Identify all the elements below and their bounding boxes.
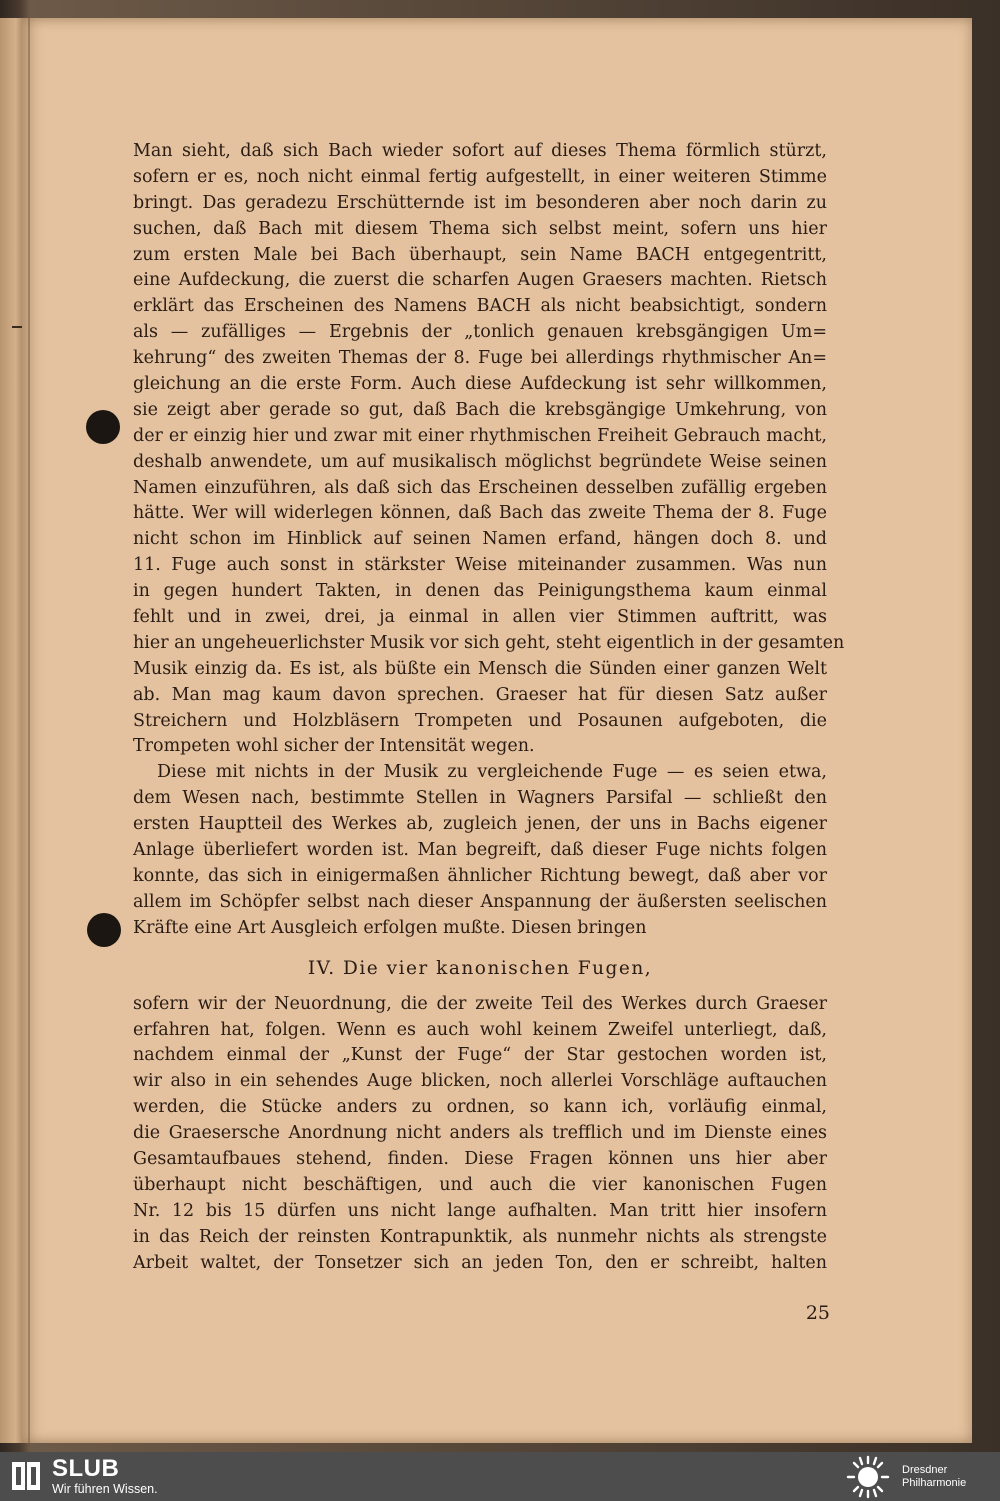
text-line: fehlt und in zwei, drei, ja einmal in allen vier Stimmen auftritt, was: [133, 607, 827, 628]
page-number: 25: [805, 1302, 830, 1324]
text-line: suchen, daß Bach mit diesem Thema sich selbst meint, sofern uns hier: [133, 218, 827, 239]
text-line: zum ersten Male bei Bach überhaupt, sein Name BACH entgegentritt,: [133, 244, 827, 265]
text-line: bringt. Das geradezu Erschütternde ist im besonderen aber noch darin zu: [133, 192, 827, 213]
page-spine-shadow: [28, 18, 30, 1443]
text-line: Trompeten wohl sicher der Intensität wegen.: [133, 736, 535, 757]
slub-title[interactable]: SLUB: [52, 1455, 120, 1482]
text-line: allem im Schöpfer selbst nach dieser Anspannung der äußersten seelischen: [133, 891, 827, 912]
text-line: dem Wesen nach, bestimmte Stellen in Wagners Parsifal — schließt den: [133, 788, 827, 809]
text-line: Musik einzig da. Es ist, als büßte ein Mensch die Sünden einer ganzen Welt: [133, 658, 827, 679]
text-line: als — zufälliges — Ergebnis der „tonlich genauen krebsgängigen Um=: [133, 322, 827, 343]
text-line: hätte. Wer will widerlegen können, daß Bach das zweite Thema der 8. Fuge: [133, 503, 827, 524]
slub-tagline: Wir führen Wissen.: [52, 1482, 158, 1496]
text-line: kehrung“ des zweiten Themas der 8. Fuge bei allerdings rhythmischer An=: [133, 348, 827, 369]
text-line: eine Aufdeckung, die zuerst die scharfen Augen Graesers machten. Rietsch: [133, 270, 827, 291]
text-line: ersten Hauptteil des Werkes ab, zugleich jenen, der uns in Bachs eigener: [133, 814, 827, 835]
text-line: nicht schon im Hinblick auf seinen Namen erfand, hängen doch 8. und: [133, 529, 827, 550]
text-line: in das Reich der reinsten Kontrapunktik, als nunmehr nichts als strengste: [133, 1226, 827, 1247]
text-line: sofern er es, noch nicht einmal fertig aufgestellt, in einer weiteren Stimme: [133, 166, 827, 187]
page-edge-mark: [12, 326, 22, 328]
slub-logo-icon[interactable]: [10, 1459, 42, 1493]
text-line: Anlage überliefert worden ist. Man begreift, daß dieser Fuge nichts folgen: [133, 840, 827, 861]
text-line: überhaupt nicht beschäftigen, und auch die vier kanonischen Fugen: [133, 1174, 827, 1195]
text-line: gleichung an die erste Form. Auch diese Aufdeckung ist sehr willkommen,: [133, 374, 827, 395]
text-line: nachdem einmal der „Kunst der Fuge“ der Star gestochen worden ist,: [133, 1045, 827, 1066]
text-line: deshalb anwendete, um auf musikalisch möglichst begründete Weise seinen: [133, 451, 827, 472]
text-line: konnte, das sich in einigermaßen ähnlicher Richtung bewegt, daß aber vor: [133, 865, 827, 886]
text-line: Arbeit waltet, der Tonsetzer sich an jeden Ton, den er schreibt, halten: [133, 1252, 827, 1273]
text-line: erfahren hat, folgen. Wenn es auch wohl keinem Zweifel unterliegt, daß,: [133, 1019, 827, 1040]
text-line: Diese mit nichts in der Musik zu vergleichende Fuge — es seien etwa,: [157, 762, 827, 783]
text-line: Nr. 12 bis 15 dürfen uns nicht lange aufhalten. Man tritt hier insofern: [133, 1200, 827, 1221]
partner-line-2: Philharmonie: [902, 1477, 967, 1489]
viewer-footer-bar: [0, 1452, 1000, 1501]
text-line: der er einzig hier und zwar mit einer rhythmischen Freiheit Gebrauch macht,: [133, 425, 827, 446]
text-line: ab. Man mag kaum davon sprechen. Graeser hat für diesen Satz außer: [133, 684, 827, 705]
text-line: sie zeigt aber gerade so gut, daß Bach die krebsgängige Umkehrung, von: [133, 399, 827, 420]
text-line: Man sieht, daß sich Bach wieder sofort auf dieses Thema förmlich stürzt,: [133, 141, 827, 161]
text-line: sofern wir der Neuordnung, die der zweite Teil des Werkes durch Graeser: [133, 993, 827, 1014]
text-line: Kräfte eine Art Ausgleich erfolgen mußte. Diesen bringen: [133, 917, 647, 938]
text-line: die Graesersche Anordnung nicht anders als trefflich und im Dienste eines: [133, 1123, 827, 1144]
text-line: Streichern und Holzbläsern Trompeten und Posaunen aufgeboten, die: [133, 710, 827, 731]
punch-hole-upper: [86, 410, 120, 444]
text-line: 11. Fuge auch sonst in stärkster Weise miteinander zusammen. Was nun: [133, 555, 827, 576]
page-text: [133, 139, 845, 1276]
philharmonie-logo-icon[interactable]: [842, 1455, 894, 1499]
text-line: Gesamtaufbaues stehend, finden. Diese Fragen können uns hier aber: [133, 1148, 827, 1169]
text-line: hier an ungeheuerlichster Musik vor sich geht, steht eigentlich in der gesamten: [133, 632, 845, 653]
text-line: Namen einzuführen, als daß sich das Erscheinen desselben zufällig ergeben: [133, 477, 827, 498]
section-heading: IV. Die vier kanonischen Fugen,: [307, 957, 653, 979]
text-line: werden, die Stücke anders zu ordnen, so kann ich, vorläufig einmal,: [133, 1097, 827, 1118]
partner-line-1: Dresdner: [902, 1464, 948, 1476]
text-line: erklärt das Erscheinen des Namens BACH als nicht beabsichtigt, sondern: [133, 296, 827, 317]
text-line: wir also in ein sehendes Auge blicken, noch allerlei Vorschläge auftauchen: [133, 1071, 827, 1092]
text-line: in gegen hundert Takten, in denen das Peinigungsthema kaum einmal: [133, 581, 827, 602]
punch-hole-lower: [87, 913, 121, 947]
philharmonie-name[interactable]: [902, 1464, 966, 1490]
